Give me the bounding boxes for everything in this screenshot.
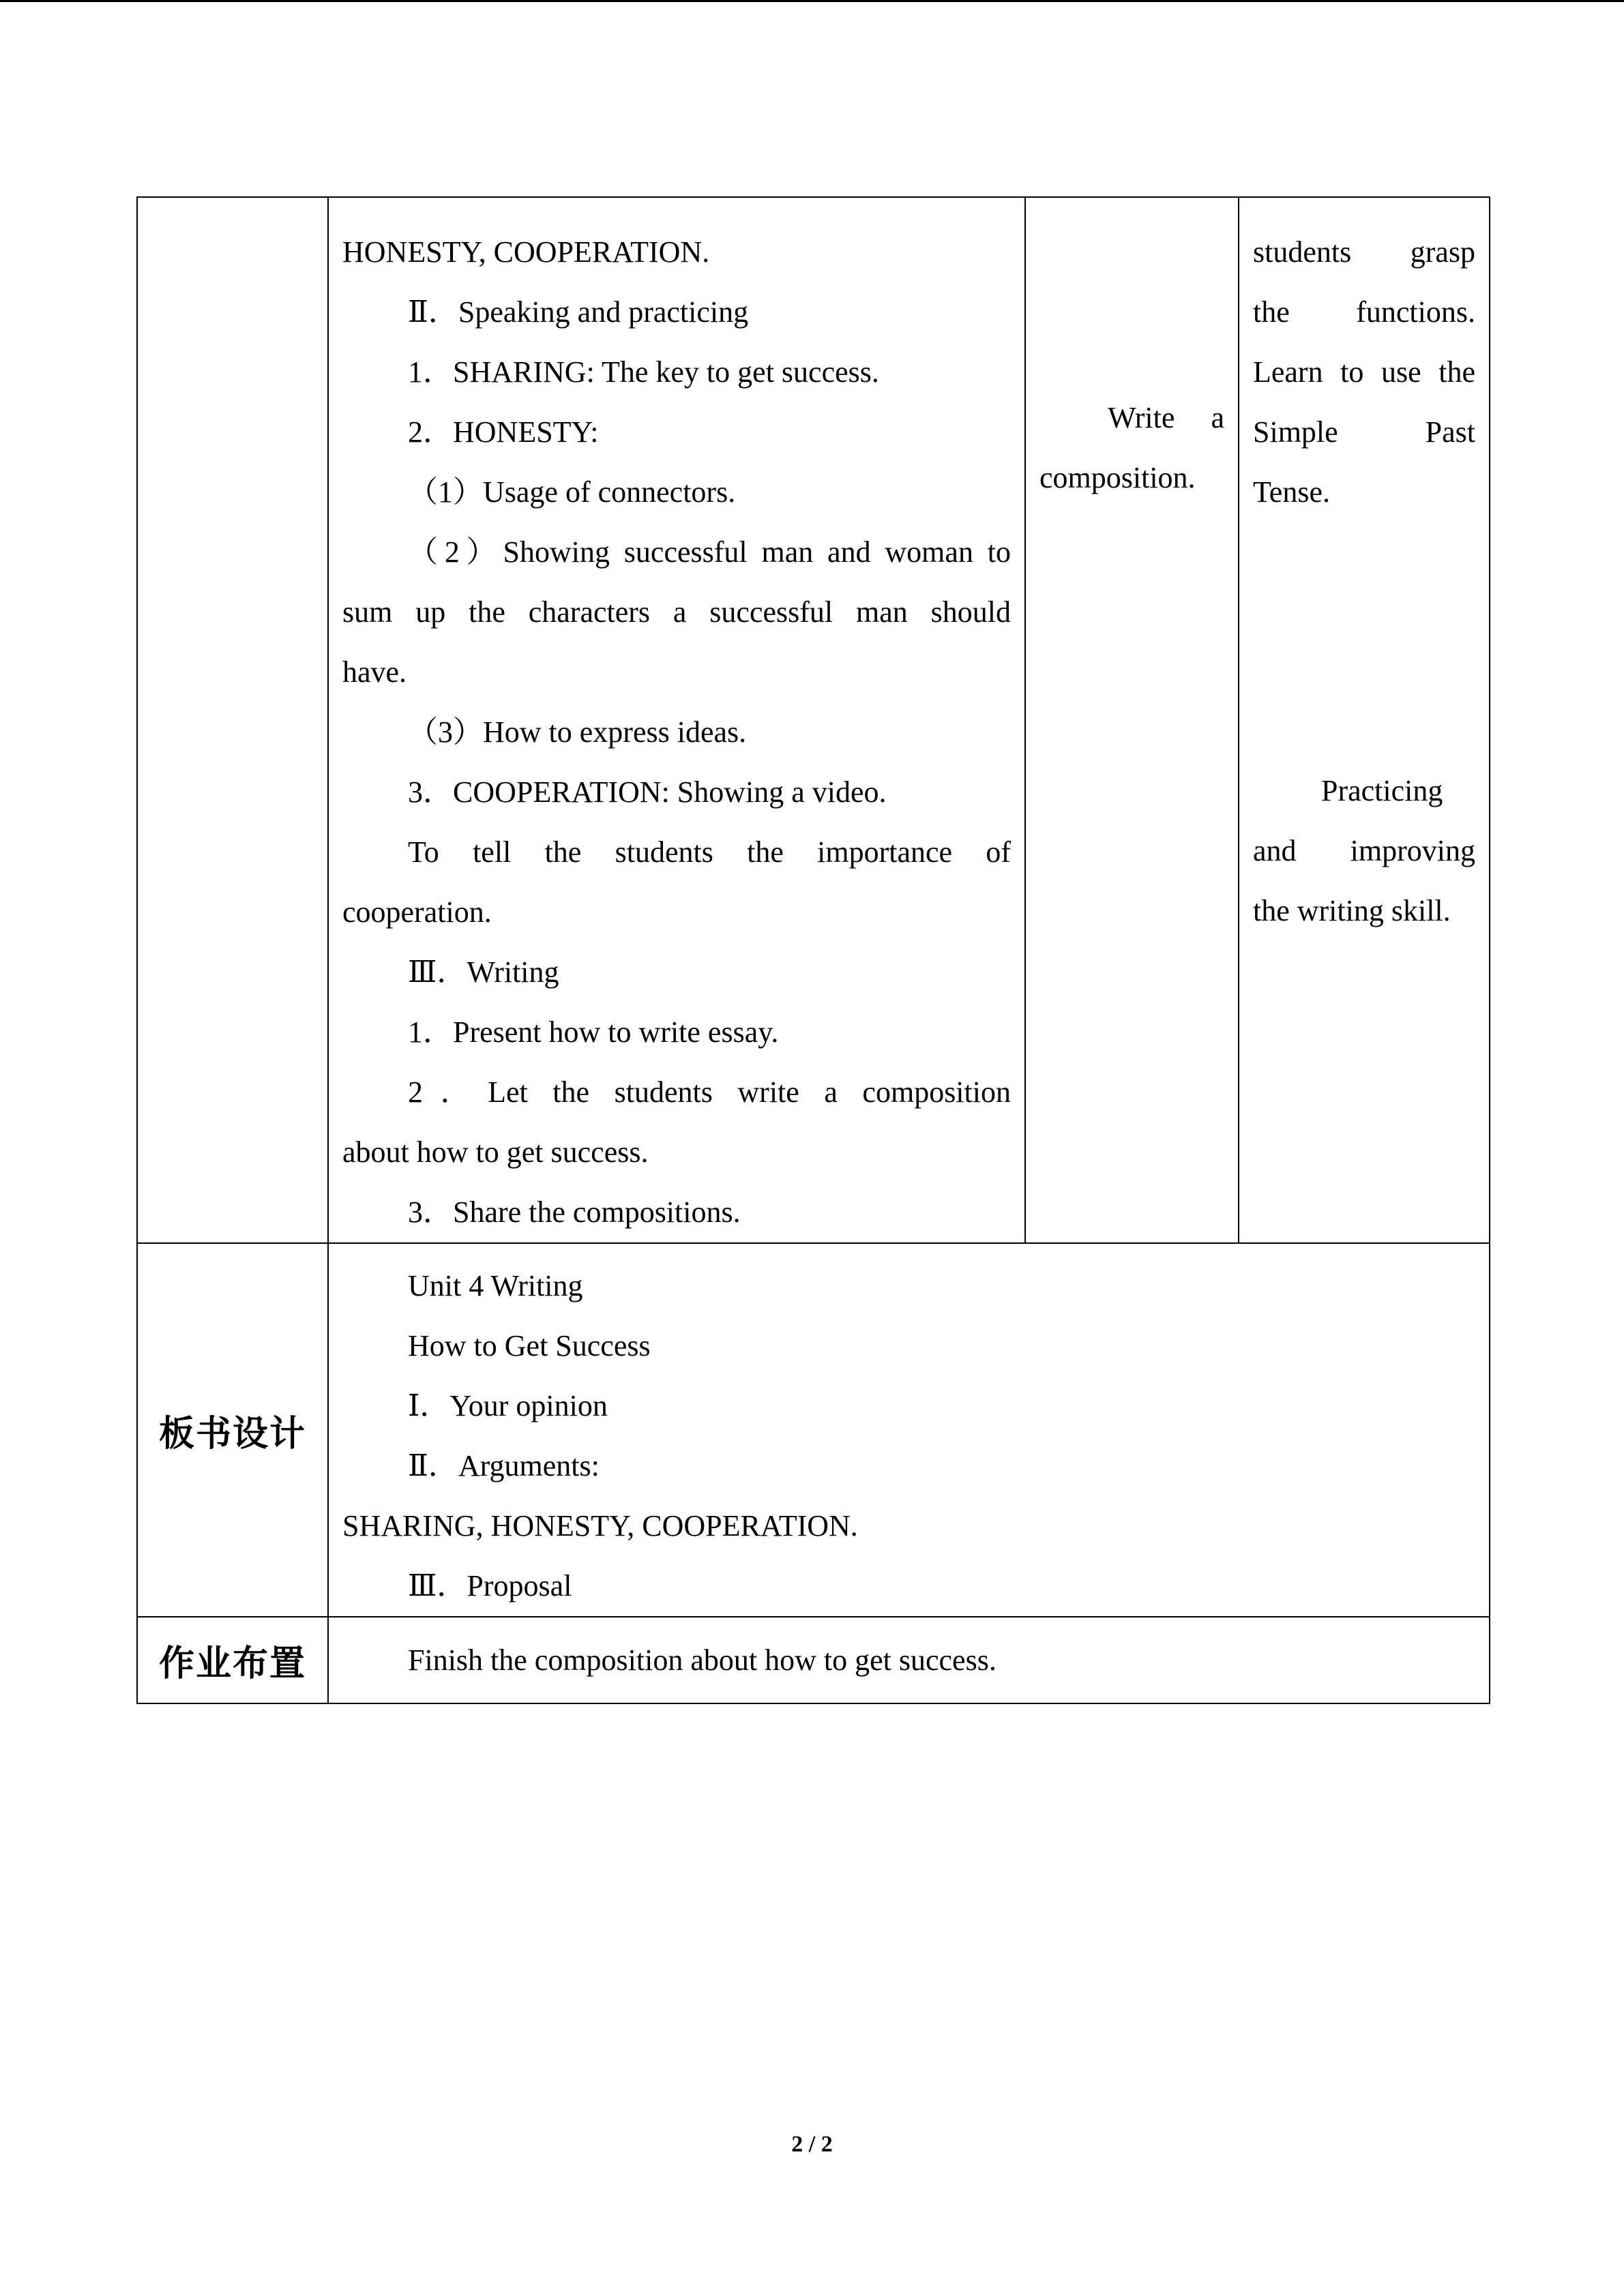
intent-line: Practicing [1321,774,1443,807]
row1-label-cell [137,197,328,1243]
content-line: （1）Usage of connectors. [408,475,736,509]
content-line: 3．Share the compositions. [408,1195,741,1229]
intent-line: Learn to use the [1253,355,1475,389]
board-line: Ⅱ．Arguments: [408,1449,600,1482]
homework-row [137,1617,1490,1703]
top-rule [0,0,1624,2]
intent-line: and improving [1253,834,1475,867]
homework-label: 作业布置 [137,1617,328,1703]
intent-line: Tense. [1253,475,1330,509]
student-activity-cell [1025,197,1239,1243]
content-line: 2．HONESTY: [408,415,599,449]
board-line: Ⅲ．Proposal [408,1569,572,1602]
board-line: Unit 4 Writing [408,1269,583,1302]
page-indicator: 2 / 2 [791,2132,833,2157]
content-line: cooperation. [342,895,492,929]
content-line: about how to get success. [342,1135,649,1169]
blackboard-design-label: 板书设计 [137,1243,328,1617]
content-line: （3）How to express ideas. [408,715,747,749]
content-line: 1．SHARING: The key to get success. [408,355,879,389]
intent-line: Simple Past [1253,415,1475,449]
activity-line: composition. [1039,461,1196,494]
teaching-process-row [137,197,1490,1243]
content-line: （2）Showing successful man and woman to [408,535,1011,569]
homework-text: Finish the composition about how to get success. [408,1643,996,1677]
design-intent-cell [1239,197,1490,1243]
blackboard-design-row [137,1243,1490,1617]
blackboard-design-cell [328,1243,1490,1617]
intent-line: the writing skill. [1253,894,1451,927]
teaching-content-cell [328,197,1025,1243]
content-line: have. [342,655,407,689]
section-heading: Ⅲ．Writing [408,955,559,989]
content-line: 2．Let the students write a composition [408,1075,1011,1109]
board-line: How to Get Success [408,1329,651,1362]
content-line: HONESTY, COOPERATION. [342,235,710,269]
intent-line: the functions. [1253,295,1475,329]
homework-cell [328,1617,1490,1703]
activity-line: Write a [1108,401,1224,434]
content-line: 3．COOPERATION: Showing a video. [408,775,887,809]
section-heading: Ⅱ．Speaking and practicing [408,295,749,329]
board-line: Ⅰ．Your opinion [408,1389,608,1422]
board-line: SHARING, HONESTY, COOPERATION. [342,1509,858,1542]
intent-line: students grasp [1253,235,1475,269]
content-line: To tell the students the importance of [408,835,1011,869]
content-line: sum up the characters a successful man should [342,595,1011,629]
content-line: 1．Present how to write essay. [408,1015,779,1049]
lesson-plan-table [136,196,1490,1704]
